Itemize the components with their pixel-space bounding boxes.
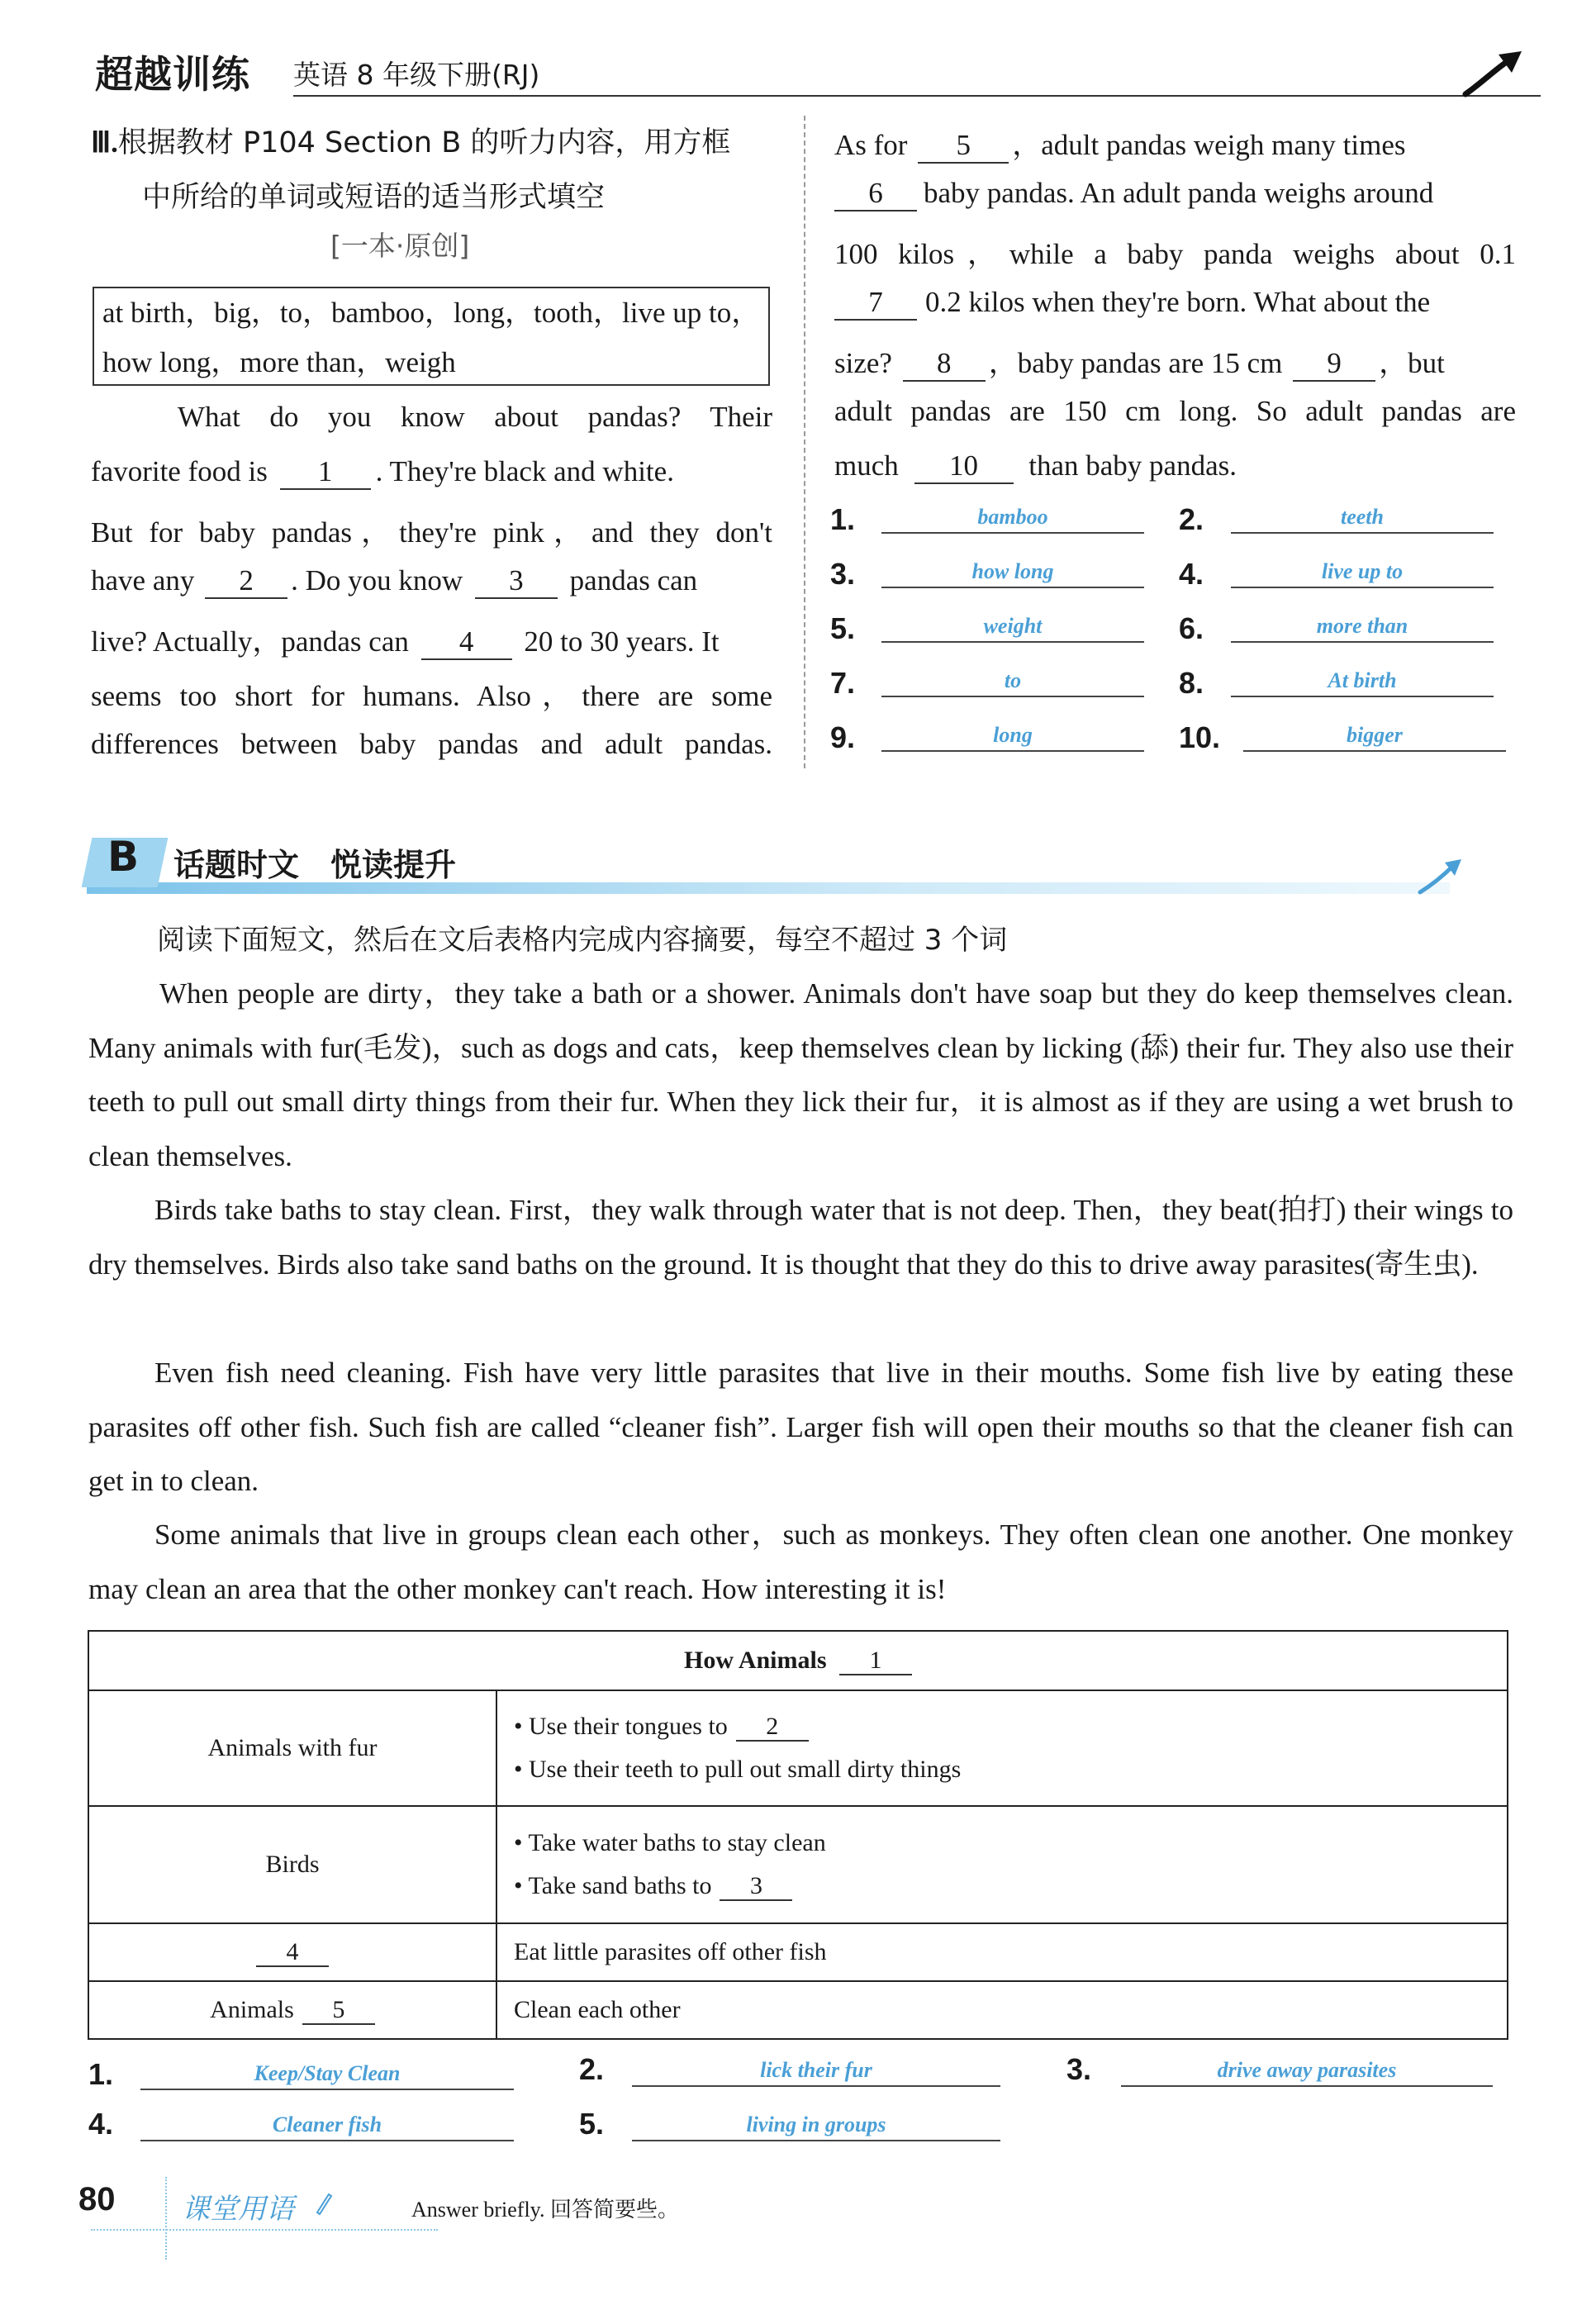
- passage-line: But for baby pandas，they're pink，and they don't: [91, 516, 772, 549]
- passage-line: size? 8 ，baby pandas are 15 cm 9 ，but: [834, 340, 1516, 382]
- answer-field[interactable]: live up to: [1231, 550, 1494, 588]
- answer-number: 8.: [1179, 666, 1204, 700]
- arrow-icon: [1462, 45, 1528, 102]
- passage-line: live? Actually，pandas can 4 20 to 30 years. It: [91, 619, 772, 660]
- passage-line: As for 5 ，adult pandas weigh many times: [834, 122, 1516, 164]
- footer-rule: [91, 2229, 438, 2231]
- row-content: • Take water baths to stay clean • Take sand baths to 3: [496, 1806, 1508, 1923]
- answer-number: 3.: [1066, 2052, 1092, 2086]
- row-label: Birds: [88, 1806, 496, 1923]
- table-row: [88, 1690, 1508, 1806]
- answer-number: 5.: [579, 2107, 605, 2141]
- answer-field[interactable]: Keep/Stay Clean: [140, 2052, 514, 2090]
- footer-divider: [165, 2177, 167, 2260]
- word-box-line-2: how long，more than，weigh: [102, 346, 456, 378]
- table-row: [88, 1923, 1508, 1981]
- page-number: 80: [78, 2181, 116, 2217]
- word-box: [93, 287, 770, 386]
- blank-5: 5: [918, 130, 1009, 164]
- passage-line: 100 kilos，while a baby panda weighs about 0.1: [834, 238, 1516, 270]
- blank-10: 10: [914, 450, 1014, 484]
- blank-6: 6: [834, 178, 917, 211]
- table-row: [88, 1981, 1508, 2039]
- classroom-label: 课堂用语: [182, 2193, 294, 2226]
- answer-number: 2.: [1179, 502, 1204, 536]
- row-label: Animals 5: [88, 1981, 496, 2039]
- answer-field[interactable]: weight: [881, 605, 1144, 643]
- row-content: • Use their tongues to 2 • Use their teeth to pull out small dirty things: [496, 1690, 1508, 1806]
- answer-number: 5.: [830, 611, 856, 645]
- answer-field[interactable]: teeth: [1231, 496, 1494, 534]
- answer-grid-b: [87, 2052, 1508, 2151]
- table-blank-4: 4: [256, 1938, 329, 1967]
- answer-field[interactable]: more than: [1231, 605, 1494, 643]
- section-b-banner: [87, 833, 1475, 907]
- blank-7: 7: [834, 287, 917, 321]
- answer-field[interactable]: drive away parasites: [1121, 2049, 1493, 2087]
- answer-number: 10.: [1179, 720, 1221, 754]
- source-tag: [一本·原创]: [330, 230, 470, 262]
- table-title-cell: [88, 1631, 1508, 1690]
- passage-line: 6 baby pandas. An adult panda weighs around: [834, 177, 1516, 211]
- section-title: 话题时文 悦读提升: [173, 847, 457, 883]
- answer-field[interactable]: bamboo: [881, 496, 1144, 534]
- blank-1: 1: [280, 456, 371, 490]
- header: [91, 43, 1512, 101]
- table-blank-2: 2: [736, 1713, 809, 1742]
- answer-number: 7.: [830, 666, 856, 700]
- passage-line: differences between baby pandas and adult pandas.: [91, 728, 772, 760]
- passage-line: have any 2 . Do you know 3 pandas can: [91, 564, 772, 599]
- answer-field[interactable]: Cleaner fish: [140, 2103, 514, 2141]
- answer-field[interactable]: bigger: [1243, 714, 1506, 752]
- word-box-line-1: at birth，big，to，bamboo，long，tooth，live up to，: [102, 297, 761, 329]
- passage-line: What do you know about pandas? Their: [178, 401, 772, 433]
- instruction-line-1: 根据教材 P104 Section B 的听力内容，用方框: [117, 126, 731, 159]
- paragraph-4: Some animals that live in groups clean each other，such as monkeys. They often clean one another. One monkey may clean an area that the other monkey can't reach. How interesting it is!: [88, 1518, 1513, 1605]
- answer-field[interactable]: how long: [881, 550, 1144, 588]
- section3-numeral: Ⅲ.: [91, 126, 118, 159]
- paragraph-2: Birds take baths to stay clean. First，they walk through water that is not deep. Then，they beat(拍打) their wings to dry themselves. Birds also take sand baths on the ground. It is thought that they do this to drive away parasites(寄生虫).: [88, 1194, 1513, 1281]
- pen-icon: [314, 2191, 334, 2216]
- passage-line: favorite food is 1 . They're black and white.: [91, 455, 772, 490]
- blank-4: 4: [421, 626, 512, 660]
- blank-9: 9: [1293, 348, 1375, 382]
- paragraph-1: When people are dirty，they take a bath or a shower. Animals don't have soap but they do keep themselves clean. Many animals with fur(毛发)，such as dogs and cats，keep themselves clean by licking (舔) their fur. They also use their teeth to pull out small dirty things from their fur. When they lick their fur，it is almost as if they are using a wet brush to clean themselves.: [88, 977, 1513, 1172]
- table-row: [88, 1806, 1508, 1923]
- answer-number: 4.: [88, 2107, 114, 2141]
- passage-line: 7 0.2 kilos when they're born. What about the: [834, 286, 1516, 321]
- row-label: [88, 1923, 496, 1981]
- section3-instruction: [91, 116, 785, 225]
- row-content: Clean each other: [496, 1981, 1508, 2039]
- answer-field[interactable]: At birth: [1231, 659, 1494, 697]
- answer-field[interactable]: long: [881, 714, 1144, 752]
- passage-line: much 10 than baby pandas.: [834, 449, 1516, 484]
- answer-grid-3: [830, 496, 1524, 768]
- blank-2: 2: [205, 565, 287, 599]
- answer-number: 1.: [830, 502, 856, 536]
- classroom-phrase: Answer briefly. 回答简要些。: [411, 2198, 679, 2222]
- section-b-instruction: 阅读下面短文，然后在文后表格内完成内容摘要，每空不超过 3 个词: [157, 924, 1008, 957]
- passage-line: adult pandas are 150 cm long. So adult pandas are: [834, 395, 1516, 427]
- table-blank-3: 3: [720, 1872, 792, 1901]
- answer-field[interactable]: lick their fur: [632, 2049, 1000, 2087]
- row-content: Eat little parasites off other fish: [496, 1923, 1508, 1981]
- footer: [74, 2181, 818, 2255]
- row-label: Animals with fur: [88, 1690, 496, 1806]
- summary-table: [88, 1630, 1508, 2040]
- answer-number: 3.: [830, 557, 856, 591]
- arrow-icon: [1417, 856, 1466, 897]
- section-letter: B: [107, 833, 140, 881]
- answer-field[interactable]: to: [881, 659, 1144, 697]
- paragraph-3: Even fish need cleaning. Fish have very little parasites that live in their mouths. Some fish live by eating these parasites off other fish. Such fish are called “cleaner fish”. Larger fish will open their mouths so that the cleaner fish can get in to clean.: [88, 1357, 1513, 1497]
- answer-number: 9.: [830, 720, 856, 754]
- instruction-line-2: 中所给的单词或短语的适当形式填空: [142, 181, 606, 214]
- passage-line: seems too short for humans. Also，there are some: [91, 680, 772, 712]
- blank-3: 3: [475, 565, 558, 599]
- column-divider: [804, 116, 805, 768]
- blank-8: 8: [903, 348, 986, 382]
- answer-field[interactable]: living in groups: [632, 2103, 1000, 2141]
- answer-number: 4.: [1179, 557, 1204, 591]
- book-subtitle: 英语 8 年级下册(RJ): [293, 59, 540, 91]
- answer-number: 6.: [1179, 611, 1204, 645]
- answer-number: 1.: [88, 2057, 114, 2091]
- table-blank-5: 5: [302, 1996, 375, 2025]
- table-blank-1: 1: [839, 1647, 912, 1675]
- answer-number: 2.: [579, 2052, 605, 2086]
- header-rule: [293, 95, 1541, 97]
- brand-title: 超越训练: [95, 52, 250, 97]
- table-title: How Animals: [683, 1646, 827, 1674]
